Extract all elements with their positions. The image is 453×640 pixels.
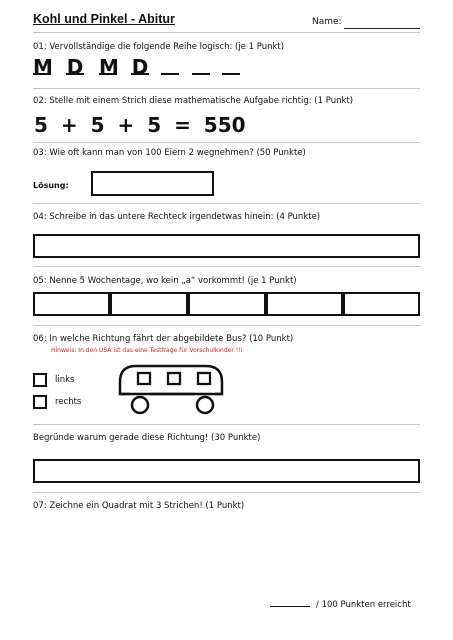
weekday-box-4[interactable] <box>266 292 343 316</box>
score-line[interactable] <box>270 606 310 607</box>
sequence-letter-2: D <box>66 55 84 79</box>
checkbox-links[interactable] <box>33 373 47 387</box>
solution-box[interactable] <box>91 171 214 196</box>
sequence-letter-4: D <box>131 55 149 79</box>
weekday-box-1[interactable] <box>33 292 110 316</box>
question-3-text: 03: Wie oft kann man von 100 Eiern 2 wegnehmen? (50 Punkte) <box>33 148 306 158</box>
divider-2 <box>33 142 420 143</box>
sequence-letter-1: M <box>33 55 53 79</box>
page-title: Kohl und Pinkel - Abitur <box>33 12 175 26</box>
sequence-letter-3: M <box>99 55 119 79</box>
bus-icon <box>112 360 228 418</box>
divider-4 <box>33 266 420 267</box>
divider-1 <box>33 88 420 89</box>
solution-label: Lösung: <box>33 181 69 190</box>
sequence-blank-1[interactable] <box>161 55 179 75</box>
divider-7 <box>33 492 420 493</box>
free-text-box[interactable] <box>33 234 420 258</box>
option-links-label: links <box>55 375 75 385</box>
reason-question-text: Begründe warum gerade diese Richtung! (30 Punkte) <box>33 433 261 443</box>
divider-5 <box>33 325 420 326</box>
name-field-line[interactable] <box>344 28 420 29</box>
question-6-text: 06: In welche Richtung fährt der abgebildete Bus? (10 Punkt) <box>33 334 294 344</box>
reason-box[interactable] <box>33 459 420 483</box>
score-text: / 100 Punkten erreicht <box>316 600 411 610</box>
question-2-text: 02: Stelle mit einem Strich diese mathematische Aufgabe richtig: (1 Punkt) <box>33 96 354 106</box>
weekday-box-5[interactable] <box>343 292 420 316</box>
checkbox-rechts[interactable] <box>33 395 47 409</box>
weekday-box-2[interactable] <box>110 292 188 316</box>
hint-text: Hinweis: In den USA ist das eine Testfrage für Vorschulkinder !!! <box>51 347 243 354</box>
question-5-text: 05: Nenne 5 Wochentage, wo kein „a“ vorkommt! (je 1 Punkt) <box>33 276 297 286</box>
question-4-text: 04: Schreibe in das untere Rechteck irgendetwas hinein: (4 Punkte) <box>33 212 321 222</box>
question-1-text: 01: Vervollständige die folgende Reihe logisch: (je 1 Punkt) <box>33 42 285 52</box>
sequence-blank-3[interactable] <box>222 55 240 75</box>
name-label: Name: <box>312 17 342 27</box>
divider-6 <box>33 424 420 425</box>
sequence-blank-2[interactable] <box>192 55 210 75</box>
divider-3 <box>33 203 420 204</box>
question-7-text: 07: Zeichne ein Quadrat mit 3 Strichen! (1 Punkt) <box>33 501 245 511</box>
weekday-box-3[interactable] <box>188 292 266 316</box>
math-equation: 5 + 5 + 5 = 550 <box>34 113 246 137</box>
header-divider <box>33 32 420 33</box>
option-rechts-label: rechts <box>55 397 82 407</box>
